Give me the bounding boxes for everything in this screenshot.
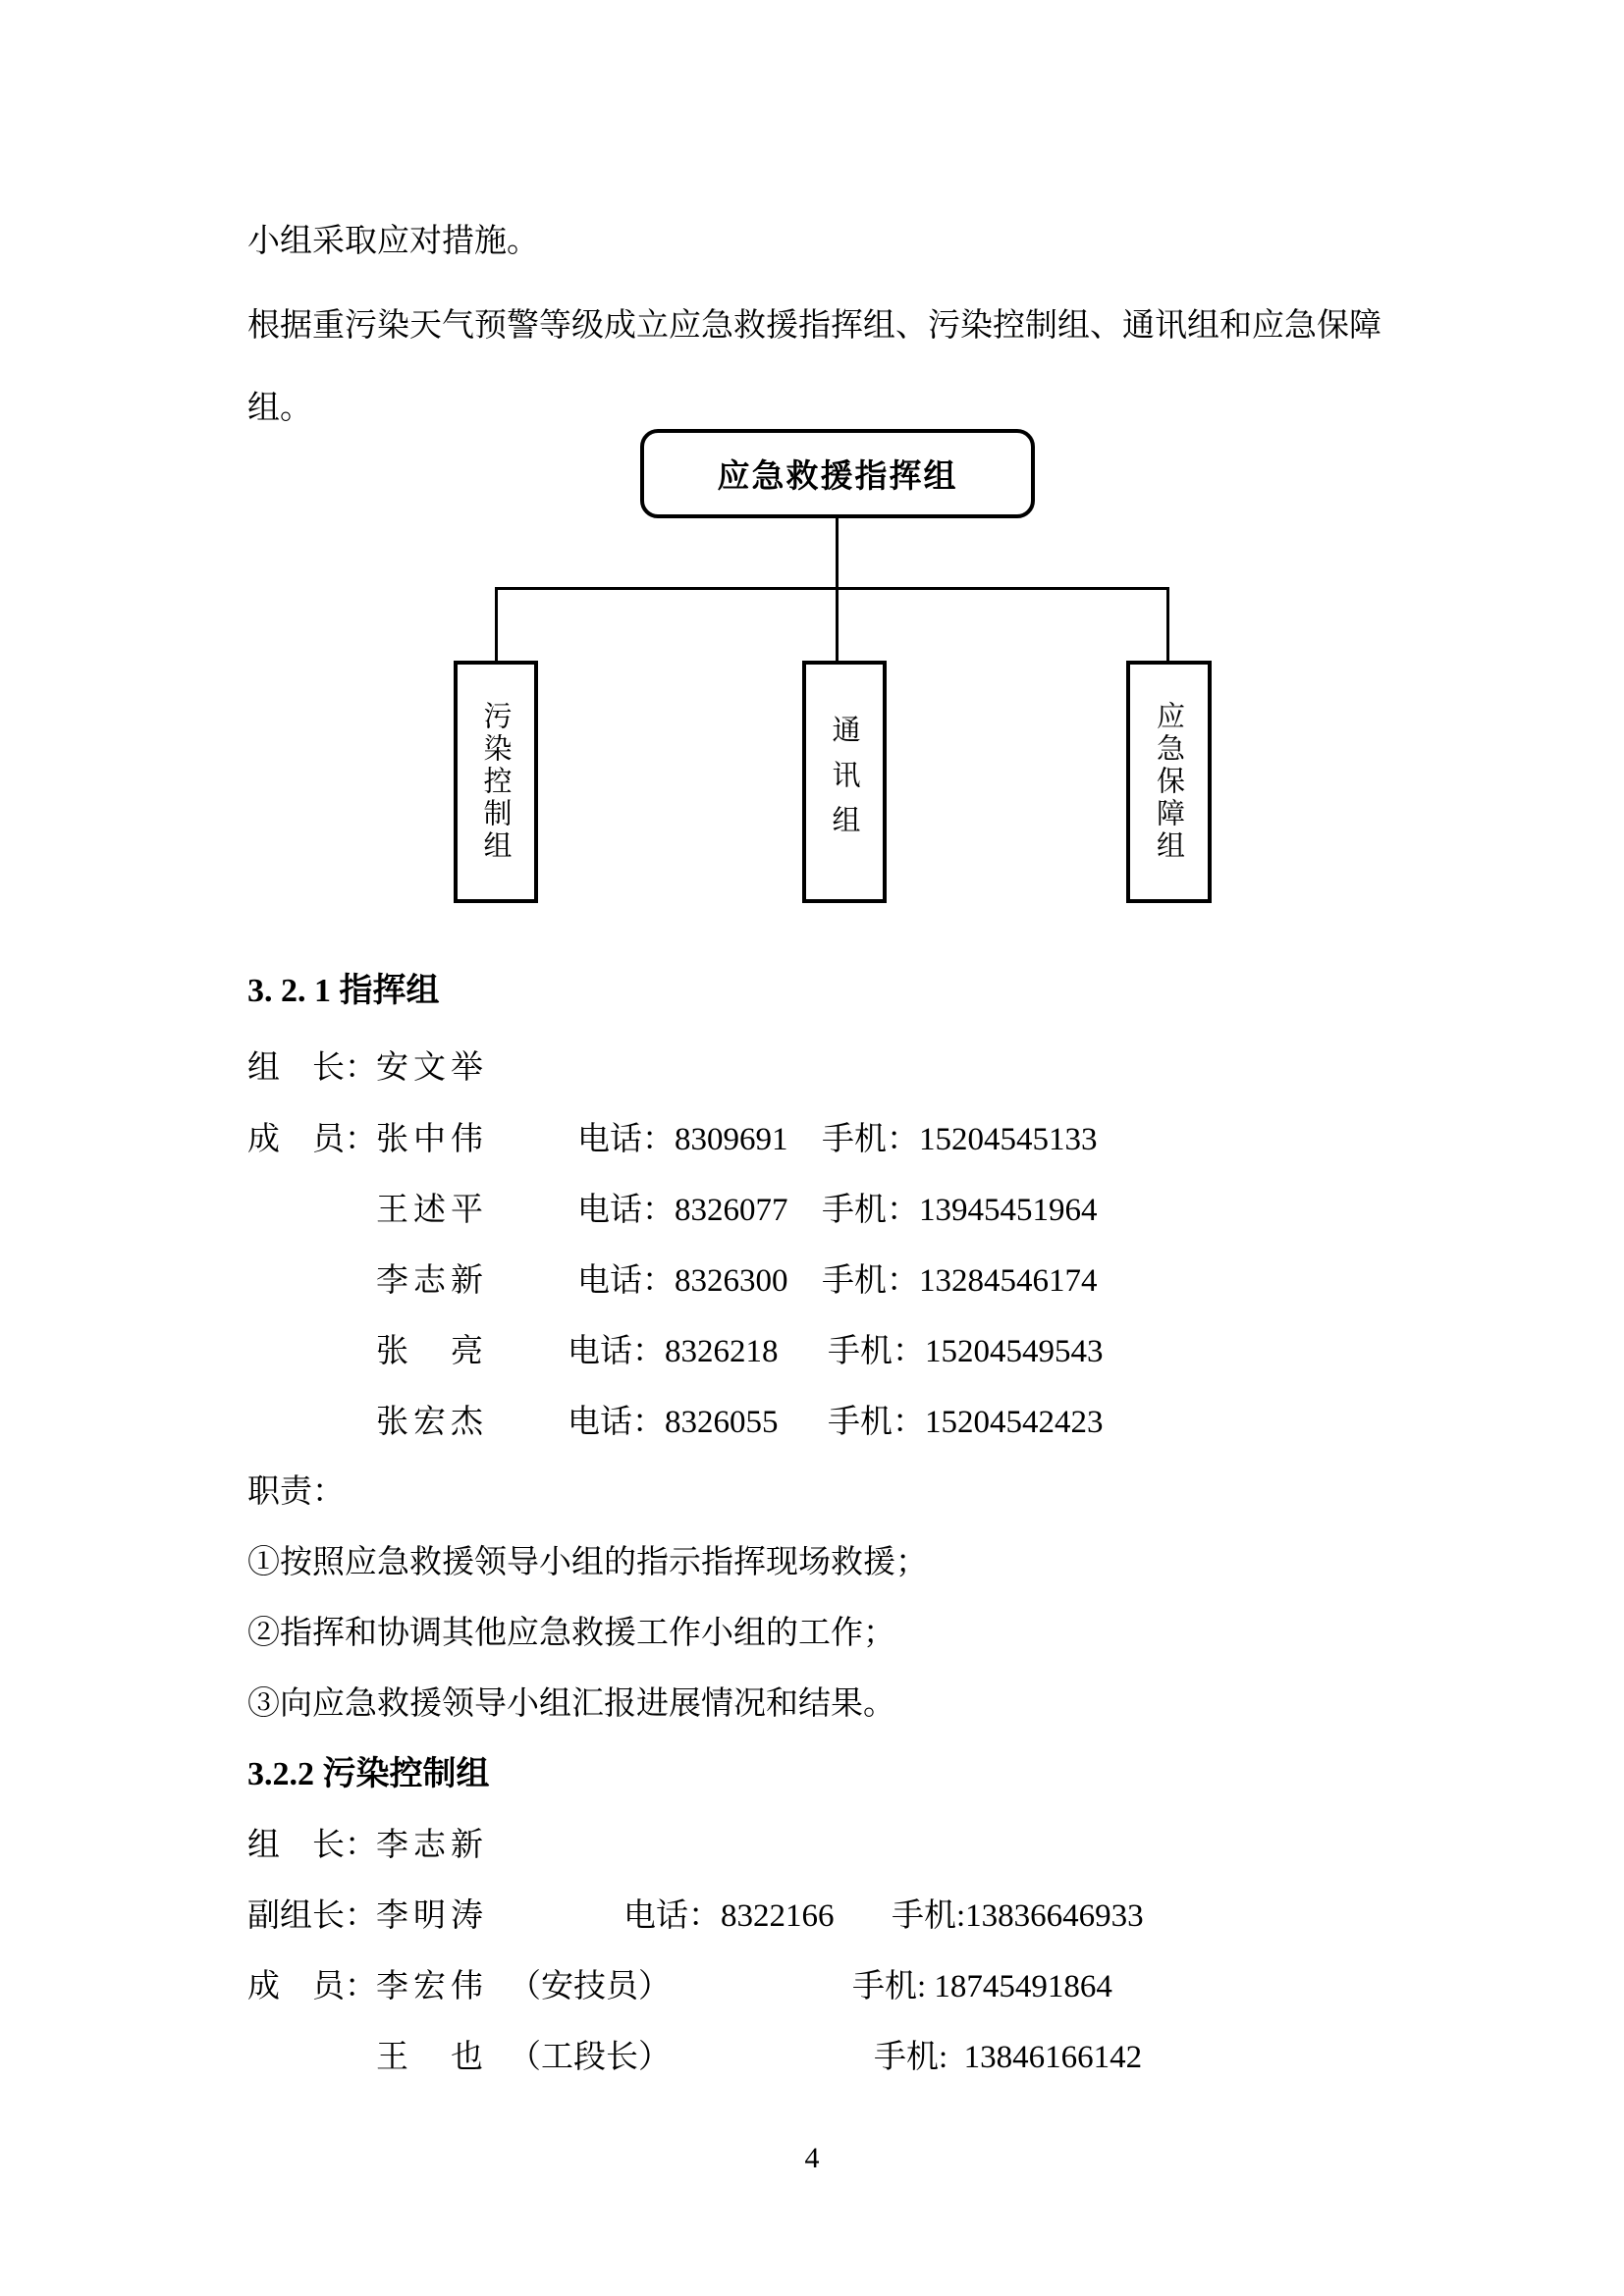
page-number: 4 — [804, 2142, 820, 2174]
member-name: 李宏伟 — [376, 1969, 488, 2004]
member-name: 张宏杰 — [376, 1405, 488, 1440]
org-chart-box-emergency-support — [1126, 661, 1212, 903]
member-title: （安技员） — [509, 1969, 671, 2004]
leader-row-3-2-2 — [0, 1826, 1624, 1865]
connector-horizontal — [495, 587, 1169, 590]
deputy-name: 李明涛 — [376, 1898, 488, 1934]
org-chart-box-pollution-control — [454, 661, 538, 903]
leader-row-3-2-1 — [0, 1048, 1624, 1088]
member-mobile: 手机：13284546174 — [822, 1263, 1098, 1299]
section-3-2-2-heading: 3.2.2 污染控制组 — [247, 1756, 490, 1792]
duty-item: ③向应急救援领导小组汇报进展情况和结果。 — [247, 1686, 895, 1722]
member-mobile: 手机：15204545133 — [822, 1122, 1098, 1157]
member-mobile: 手机: 13846166142 — [874, 2040, 1143, 2075]
intro-line-3: 组。 — [247, 391, 312, 426]
member-phone: 电话：8309691 — [577, 1122, 788, 1157]
member-name: 王 也 — [376, 2040, 488, 2075]
member-mobile: 手机：13945451964 — [822, 1193, 1098, 1228]
connector-left-drop — [495, 587, 498, 663]
member-name: 张 亮 — [376, 1334, 488, 1369]
members-label: 成 员： — [247, 1969, 377, 2004]
member-name: 李志新 — [376, 1263, 488, 1299]
intro-line-1: 小组采取应对措施。 — [247, 224, 539, 259]
member-row — [0, 1403, 1624, 1442]
member-name: 张中伟 — [376, 1122, 488, 1157]
deputy-mobile: 手机:13836646933 — [892, 1898, 1144, 1934]
org-chart-box-emergency-support-label: 应急保障组 — [1153, 701, 1184, 863]
member-row — [0, 1191, 1624, 1230]
member-mobile: 手机：15204549543 — [828, 1334, 1104, 1369]
member-row — [0, 1332, 1624, 1371]
member-phone: 电话：8326218 — [568, 1334, 779, 1369]
deputy-phone: 电话：8322166 — [623, 1898, 835, 1934]
deputy-label: 副组长： — [247, 1898, 377, 1934]
duty-item: ①按照应急救援领导小组的指示指挥现场救援； — [247, 1545, 928, 1580]
org-chart-root-box — [640, 429, 1035, 518]
leader-label: 组 长： — [247, 1050, 377, 1086]
member-title: （工段长） — [509, 2040, 671, 2075]
connector-right-drop — [1166, 587, 1169, 663]
org-chart-box-communication-label: 通讯组 — [828, 714, 860, 850]
duty-item: ②指挥和协调其他应急救援工作小组的工作； — [247, 1616, 895, 1651]
member-mobile: 手机：15204542423 — [828, 1405, 1104, 1440]
intro-line-2: 根据重污染天气预警等级成立应急救援指挥组、污染控制组、通讯组和应急保障 — [247, 308, 1381, 344]
org-chart-box-pollution-control-label: 污染控制组 — [479, 701, 512, 863]
member-phone: 电话：8326300 — [577, 1263, 788, 1299]
member-row — [0, 1967, 1624, 2006]
member-row — [0, 1261, 1624, 1301]
member-row — [0, 2038, 1624, 2077]
deputy-leader-row — [0, 1896, 1624, 1936]
member-row — [0, 1120, 1624, 1159]
member-phone: 电话：8326077 — [577, 1193, 788, 1228]
section-3-2-1-heading: 3. 2. 1 指挥组 — [247, 973, 440, 1009]
member-phone: 电话：8326055 — [568, 1405, 779, 1440]
org-chart-box-communication — [802, 661, 887, 903]
org-chart-root-label: 应急救援指挥组 — [717, 459, 958, 495]
members-label: 成 员： — [247, 1122, 377, 1157]
leader-name: 安文举 — [376, 1050, 488, 1086]
duties-label: 职责： — [247, 1474, 345, 1510]
member-mobile: 手机: 18745491864 — [852, 1969, 1112, 2004]
leader-name: 李志新 — [376, 1828, 488, 1863]
leader-label: 组 长： — [247, 1828, 377, 1863]
member-name: 王述平 — [376, 1193, 488, 1228]
